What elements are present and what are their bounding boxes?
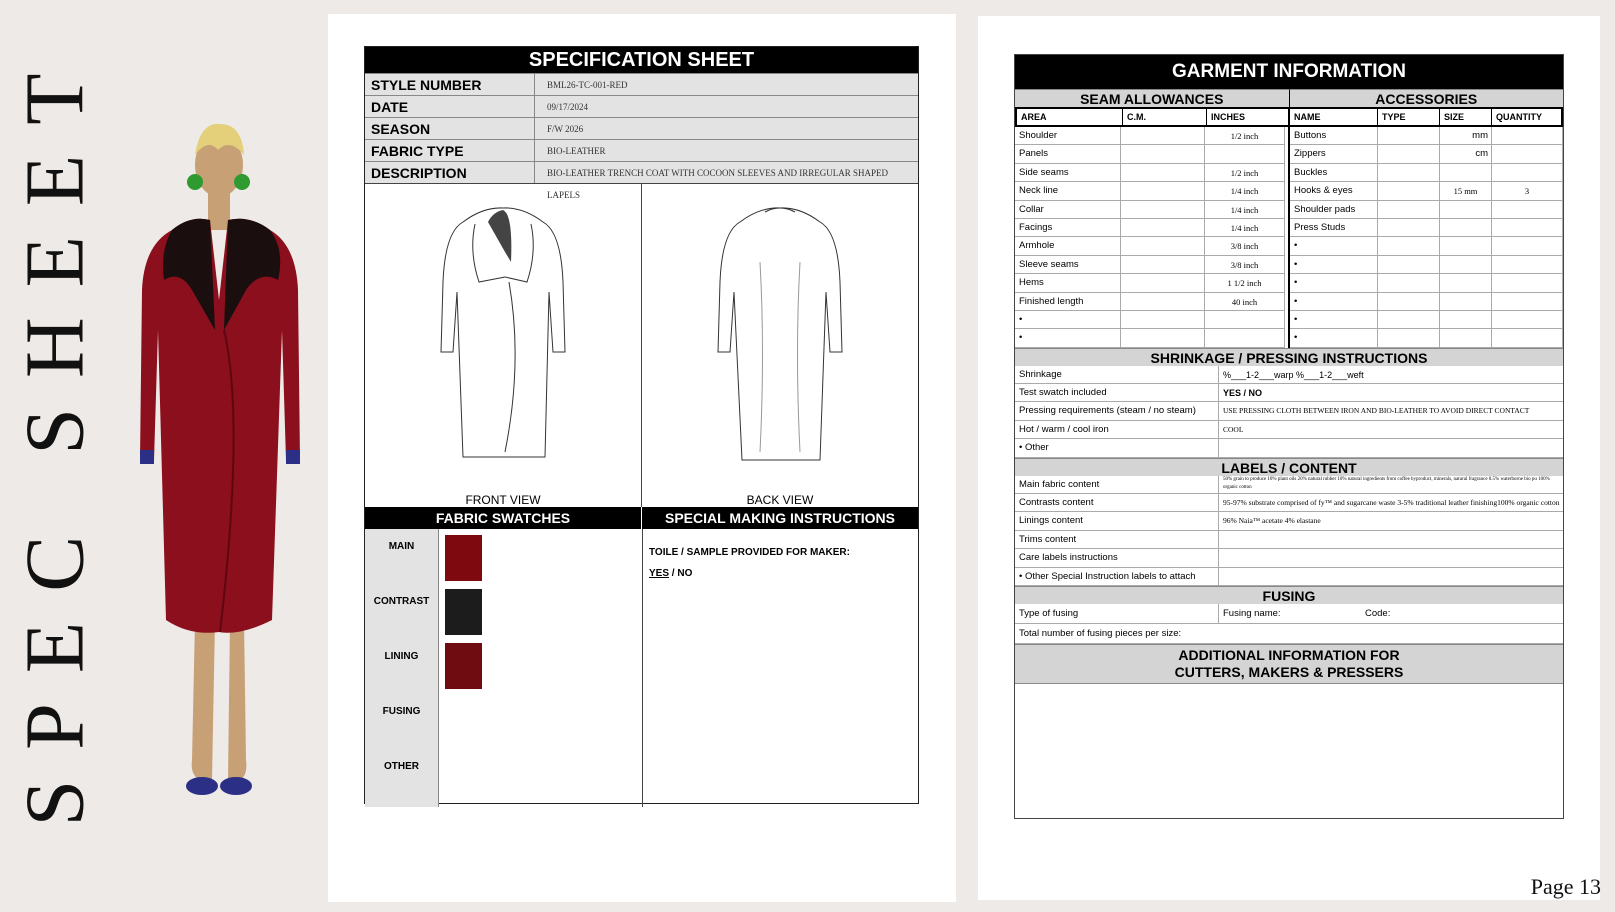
garment-views	[365, 183, 918, 507]
contrast-swatch-chip	[445, 589, 482, 635]
accessory-rows	[1290, 127, 1563, 348]
date-row	[365, 95, 918, 117]
table-cell	[1121, 329, 1205, 347]
fashion-illustration	[120, 120, 320, 820]
row-value: COOL	[1223, 424, 1244, 434]
row-value: 96% Naia™ acetate 4% elastane	[1223, 516, 1321, 526]
row-label: Linings content	[1015, 512, 1219, 529]
row-label: Contrasts content	[1015, 494, 1219, 511]
table-cell: 3	[1492, 182, 1563, 200]
front-view-caption: FRONT VIEW	[465, 493, 541, 507]
labels-row	[1015, 494, 1563, 512]
table-cell: Zippers	[1290, 145, 1378, 163]
acc-size-col	[1440, 127, 1492, 348]
table-cell	[1121, 182, 1205, 200]
row-value: YES / NO	[1223, 388, 1263, 399]
seam-area-col	[1015, 127, 1121, 348]
specification-sheet	[364, 46, 919, 804]
info-value: F/W 2026	[547, 124, 584, 134]
special-making-instructions	[643, 529, 918, 807]
table-cell: •	[1290, 237, 1378, 255]
row-value: 95-97% substrate comprised of fy™ and sugarcane waste 3-5% traditional leather finishing100% organic cotton	[1223, 498, 1560, 508]
shrink-row	[1015, 366, 1563, 384]
seam-accessory-rows	[1015, 127, 1563, 348]
seam-cm-col	[1121, 127, 1205, 348]
swatch-label: FUSING	[382, 706, 421, 717]
labels-row	[1015, 568, 1563, 586]
table-cell: Shoulder pads	[1290, 201, 1378, 219]
table-cell	[1378, 293, 1440, 311]
special-making-title: SPECIAL MAKING INSTRUCTIONS	[641, 507, 918, 529]
row-value	[1219, 549, 1563, 566]
spec-sheet-page	[328, 14, 956, 902]
table-cell: Hooks & eyes	[1290, 182, 1378, 200]
acc-type-col	[1378, 127, 1440, 348]
back-view-panel	[641, 184, 918, 507]
swatch-labels	[365, 529, 439, 807]
front-view-panel	[365, 184, 641, 507]
row-label: Hot / warm / cool iron	[1015, 421, 1219, 438]
table-cell	[1121, 127, 1205, 145]
table-cell: 3/8 inch	[1205, 256, 1285, 274]
table-cell	[1121, 237, 1205, 255]
info-value: BIO-LEATHER	[547, 146, 606, 156]
swatch-chips	[439, 529, 643, 807]
table-cell	[1121, 274, 1205, 292]
table-cell	[1440, 256, 1492, 274]
fabric-type-row	[365, 139, 918, 161]
col-header: AREA	[1017, 109, 1123, 125]
row-label: Trims content	[1015, 531, 1219, 548]
fusing-name: Fusing name:	[1223, 607, 1281, 619]
info-label: SEASON	[365, 118, 535, 139]
additional-info-area	[1015, 684, 1563, 818]
table-cell	[1492, 256, 1563, 274]
table-cell	[1440, 311, 1492, 329]
column-headers	[1015, 107, 1563, 127]
labels-row	[1015, 531, 1563, 549]
table-cell	[1440, 329, 1492, 347]
table-cell	[1378, 219, 1440, 237]
back-view-caption: BACK VIEW	[746, 493, 814, 507]
garment-info-title: GARMENT INFORMATION	[1015, 55, 1563, 89]
table-cell	[1121, 145, 1205, 163]
info-value: BIO-LEATHER TRENCH COAT WITH COCOON SLEEVES AND IRREGULAR SHAPED LAPELS	[547, 168, 889, 200]
row-label: Care labels instructions	[1015, 549, 1219, 566]
garment-info-page	[978, 16, 1600, 900]
row-value	[1219, 439, 1563, 456]
no-option: / NO	[669, 568, 693, 579]
col-header: SIZE	[1440, 109, 1492, 125]
info-label: STYLE NUMBER	[365, 74, 535, 95]
labels-row	[1015, 476, 1563, 494]
table-cell: cm	[1440, 145, 1492, 163]
table-cell	[1378, 237, 1440, 255]
table-cell	[1492, 145, 1563, 163]
table-cell: 3/8 inch	[1205, 237, 1285, 255]
table-cell: 15 mm	[1440, 182, 1492, 200]
row-label: • Other	[1015, 439, 1219, 456]
table-cell: Armhole	[1015, 237, 1121, 255]
row-value: 50% grain to produce 10% plant oils 20% natural rubber 10% natural ingredients from coffee byproduct, minerals, natural fragrance 0.5% waterborne bio pu 100% organic cotton	[1223, 476, 1550, 490]
table-cell	[1440, 293, 1492, 311]
additional-line-2: CUTTERS, MAKERS & PRESSERS	[1174, 663, 1404, 680]
table-cell: •	[1290, 293, 1378, 311]
table-cell: •	[1015, 329, 1121, 347]
row-label: • Other Special Instruction labels to attach	[1015, 568, 1219, 585]
table-cell: •	[1290, 274, 1378, 292]
table-cell	[1378, 127, 1440, 145]
table-cell	[1492, 127, 1563, 145]
table-cell: Collar	[1015, 201, 1121, 219]
table-cell: 1/4 inch	[1205, 182, 1285, 200]
table-cell	[1378, 201, 1440, 219]
garment-information-table	[1014, 54, 1564, 819]
acc-name-col	[1290, 127, 1378, 348]
yes-option: YES	[649, 568, 670, 579]
table-cell: 1/2 inch	[1205, 164, 1285, 182]
table-cell: 1/2 inch	[1205, 127, 1285, 145]
info-value: BML26-TC-001-RED	[547, 80, 628, 90]
front-view-sketch	[433, 202, 573, 462]
table-cell: Buckles	[1290, 164, 1378, 182]
row-label: Pressing requirements (steam / no steam)	[1015, 402, 1219, 419]
table-cell: Panels	[1015, 145, 1121, 163]
description-row	[365, 161, 918, 200]
table-cell: Hems	[1015, 274, 1121, 292]
table-cell	[1492, 219, 1563, 237]
table-cell: Finished length	[1015, 293, 1121, 311]
table-cell: Shoulder	[1015, 127, 1121, 145]
table-cell: 40 inch	[1205, 293, 1285, 311]
table-cell	[1492, 274, 1563, 292]
col-header: C.M.	[1123, 109, 1207, 125]
shrinkage-title: SHRINKAGE / PRESSING INSTRUCTIONS	[1015, 348, 1563, 366]
style-number-row	[365, 73, 918, 95]
table-cell: 1/4 inch	[1205, 201, 1285, 219]
row-label: Test swatch included	[1015, 384, 1219, 401]
table-cell	[1121, 256, 1205, 274]
table-cell: •	[1290, 329, 1378, 347]
labels-content-title: LABELS / CONTENT	[1015, 458, 1563, 476]
toile-yes-no	[649, 568, 912, 579]
shrink-row	[1015, 421, 1563, 439]
acc-qty-col	[1492, 127, 1563, 348]
seam-allowances-title: SEAM ALLOWANCES	[1015, 89, 1290, 107]
col-header: QUANTITY	[1496, 112, 1542, 122]
row-value: USE PRESSING CLOTH BETWEEN IRON AND BIO-LEATHER TO AVOID DIRECT CONTACT	[1223, 406, 1530, 416]
swatch-and-instructions	[365, 529, 918, 807]
vertical-title-text: SPEC SHEET	[8, 43, 102, 827]
table-cell	[1378, 145, 1440, 163]
table-cell	[1440, 219, 1492, 237]
table-cell	[1492, 329, 1563, 347]
table-cell: Side seams	[1015, 164, 1121, 182]
row-value: %___1-2___warp %___1-2___weft	[1223, 369, 1364, 380]
table-cell: 1/4 inch	[1205, 219, 1285, 237]
table-cell	[1205, 329, 1285, 347]
table-cell	[1121, 219, 1205, 237]
table-cell	[1492, 164, 1563, 182]
table-cell: Press Studs	[1290, 219, 1378, 237]
labels-row	[1015, 512, 1563, 530]
table-cell	[1440, 237, 1492, 255]
fusing-total: Total number of fusing pieces per size:	[1015, 624, 1563, 644]
swatch-label: MAIN	[388, 541, 415, 552]
toile-text: TOILE / SAMPLE PROVIDED FOR MAKER:	[649, 547, 850, 558]
seam-accessories-headers	[1015, 89, 1563, 107]
table-cell	[1378, 182, 1440, 200]
shrink-row	[1015, 439, 1563, 457]
fusing-row	[1015, 604, 1563, 624]
info-label: DATE	[365, 96, 535, 117]
table-cell	[1492, 201, 1563, 219]
row-label: Main fabric content	[1015, 476, 1219, 493]
table-cell	[1492, 311, 1563, 329]
table-cell	[1121, 293, 1205, 311]
table-cell: •	[1290, 311, 1378, 329]
accessory-headers	[1290, 107, 1563, 127]
row-label: Shrinkage	[1015, 366, 1219, 383]
table-cell	[1492, 237, 1563, 255]
swatch-label: OTHER	[384, 761, 419, 772]
table-cell	[1378, 311, 1440, 329]
table-cell: Neck line	[1015, 182, 1121, 200]
fusing-title: FUSING	[1015, 586, 1563, 604]
row-value	[1219, 568, 1563, 585]
table-cell: Sleeve seams	[1015, 256, 1121, 274]
table-cell	[1440, 274, 1492, 292]
seam-inches-col	[1205, 127, 1285, 348]
fusing-type: Type of fusing	[1015, 604, 1219, 623]
additional-info-title	[1015, 644, 1563, 684]
table-cell	[1378, 164, 1440, 182]
bottom-section-headers	[365, 507, 918, 529]
table-cell	[1205, 311, 1285, 329]
table-cell	[1378, 274, 1440, 292]
table-cell: Facings	[1015, 219, 1121, 237]
col-header: TYPE	[1378, 109, 1440, 125]
info-value: 09/17/2024	[547, 102, 589, 112]
spec-sheet-title: SPECIFICATION SHEET	[365, 47, 918, 73]
table-cell	[1205, 145, 1285, 163]
additional-line-1: ADDITIONAL INFORMATION FOR	[1178, 646, 1400, 663]
table-cell	[1440, 201, 1492, 219]
season-row	[365, 117, 918, 139]
accessories-title: ACCESSORIES	[1290, 89, 1564, 107]
info-label: DESCRIPTION	[365, 162, 535, 183]
labels-row	[1015, 549, 1563, 567]
col-header: NAME	[1290, 109, 1378, 125]
fabric-swatches-title: FABRIC SWATCHES	[435, 510, 571, 526]
table-cell	[1378, 329, 1440, 347]
swatch-label: CONTRAST	[373, 596, 430, 607]
table-cell	[1492, 293, 1563, 311]
table-cell	[1121, 164, 1205, 182]
info-label: FABRIC TYPE	[365, 140, 535, 161]
fusing-code: Code:	[1365, 607, 1391, 619]
back-view-sketch	[710, 202, 850, 462]
table-cell: •	[1015, 311, 1121, 329]
vertical-title	[0, 43, 110, 827]
table-cell: 1 1/2 inch	[1205, 274, 1285, 292]
table-cell: mm	[1440, 127, 1492, 145]
main-swatch-chip	[445, 535, 482, 581]
shrink-row	[1015, 402, 1563, 420]
shrink-row	[1015, 384, 1563, 402]
table-cell: Buttons	[1290, 127, 1378, 145]
page-number: Page 13	[1530, 874, 1601, 899]
col-header: INCHES	[1211, 112, 1246, 122]
table-cell	[1440, 164, 1492, 182]
table-cell	[1378, 256, 1440, 274]
table-cell: •	[1290, 256, 1378, 274]
table-cell	[1121, 201, 1205, 219]
seam-rows	[1015, 127, 1290, 348]
seam-headers	[1015, 107, 1290, 127]
row-value	[1219, 531, 1563, 548]
table-cell	[1121, 311, 1205, 329]
swatch-label: LINING	[384, 651, 419, 662]
lining-swatch-chip	[445, 643, 482, 689]
